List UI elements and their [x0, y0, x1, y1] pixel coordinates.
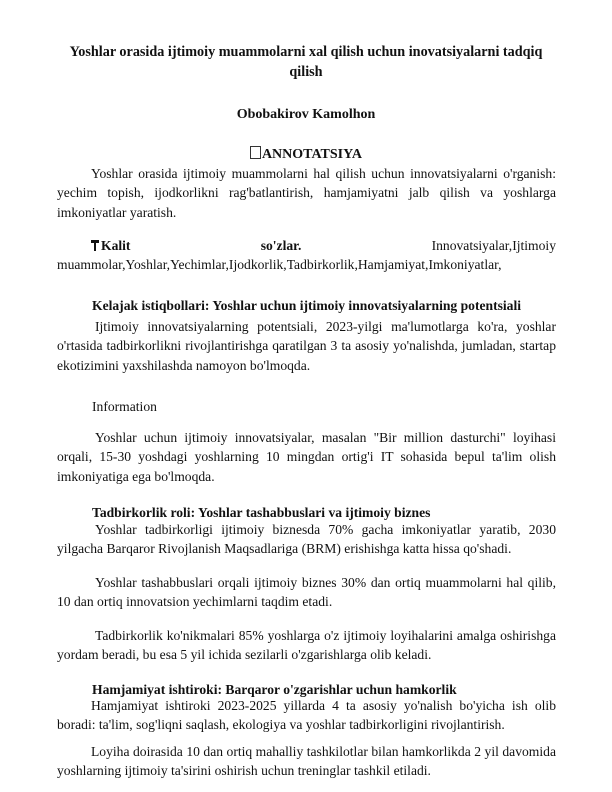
section-heading-future: Kelajak istiqbollari: Yoshlar uchun ijtimoiy innovatsiyalarning potentsiali: [92, 298, 522, 313]
keywords-label-2: so'zlar.: [260, 238, 302, 253]
paragraph: Tadbirkorlik ko'nikmalari 85% yoshlarga o'z ijtimoiy loyihalarini amalga oshirishga yordam beradi, bu esa 5 yil ichida sezilarli o'zgarishlarga olib keladi.: [57, 628, 556, 663]
paragraph: Loyiha doirasida 10 dan ortiq mahalliy tashkilotlar bilan hamkorlikda 2 yil davomida yoshlarning ijtimoiy ta'sirini oshirish uchun treninglar tashkil etiladi.: [57, 744, 556, 779]
keywords-block: [57, 236, 556, 275]
information-label: Information: [92, 399, 157, 414]
annotation-heading: ANNOTATSIYA: [0, 146, 612, 163]
author-name: Obobakirov Kamolhon: [236, 107, 376, 122]
section-heading-entrepreneurship: Tadbirkorlik roli: Yoshlar tashabbuslari va ijtimoiy biznes: [92, 505, 431, 520]
keywords-rest: muammolar,Yoshlar,Yechimlar,Ijodkorlik,Tadbirkorlik,Hamjamiyat,Imkoniyatlar,: [57, 257, 502, 273]
paragraph: Yoshlar tadbirkorligi ijtimoiy biznesda 70% gacha imkoniyatlar yaratib, 2030 yilgacha Barqaror Rivojlanish Maqsadlariga (BRM) erishishga katta hissa qo'shadi.: [57, 522, 556, 557]
keywords-first: Innovatsiyalar,Ijtimoiy: [431, 238, 556, 253]
annotation-text: Yoshlar orasida ijtimoiy muammolarni hal qilish uchun innovatsiyalarni o'rganish: yechim topish, ijodkorlikni rag'batlantirish, hamjamiyatni jalb qilish va yoshlarga imkoniyatlar yaratish.: [57, 166, 556, 220]
keywords-label-1: Kalit: [101, 238, 131, 253]
paper-title: Yoshlar orasida ijtimoiy muammolarni xal qilish uchun inovatsiyalarni tadqiq qilish: [69, 44, 543, 80]
paragraph: Yoshlar uchun ijtimoiy innovatsiyalar, masalan "Bir million dasturchi" loyihasi orqali, 15-30 yoshdagi yoshlarning 10 mingdan ortig'i IT sohasida bepul ta'lim olish imkoniyatiga ega bo'lmoqda.: [57, 430, 556, 484]
paragraph: Ijtimoiy innovatsiyalarning potentsiali, 2023-yilgi ma'lumotlarga ko'ra, yoshlar o'rtasida tadbirkorlikni rivojlantirishga qaratilgan 3 ta asosiy yo'nalishda, jumladan, startap ekotizimini yaxshilashda namoyon bo'lmoqda.: [57, 319, 556, 373]
paragraph: Hamjamiyat ishtiroki 2023-2025 yillarda 4 ta asosiy yo'nalish bo'yicha ish olib boradi: ta'lim, sog'liqni saqlash, ekologiya va yoshlar tadbirkorligini rivojlantirish.: [57, 698, 556, 733]
pin-icon: [91, 240, 99, 251]
paragraph: Yoshlar tashabbuslari orqali ijtimoiy biznes 30% dan ortiq muammolarni hal qilib, 10 dan ortiq innovatsion yechimlarni taqdim etadi.: [57, 575, 556, 610]
section-heading-community: Hamjamiyat ishtiroki: Barqaror o'zgarishlar uchun hamkorlik: [92, 682, 457, 697]
missing-glyph-icon: [250, 146, 261, 159]
